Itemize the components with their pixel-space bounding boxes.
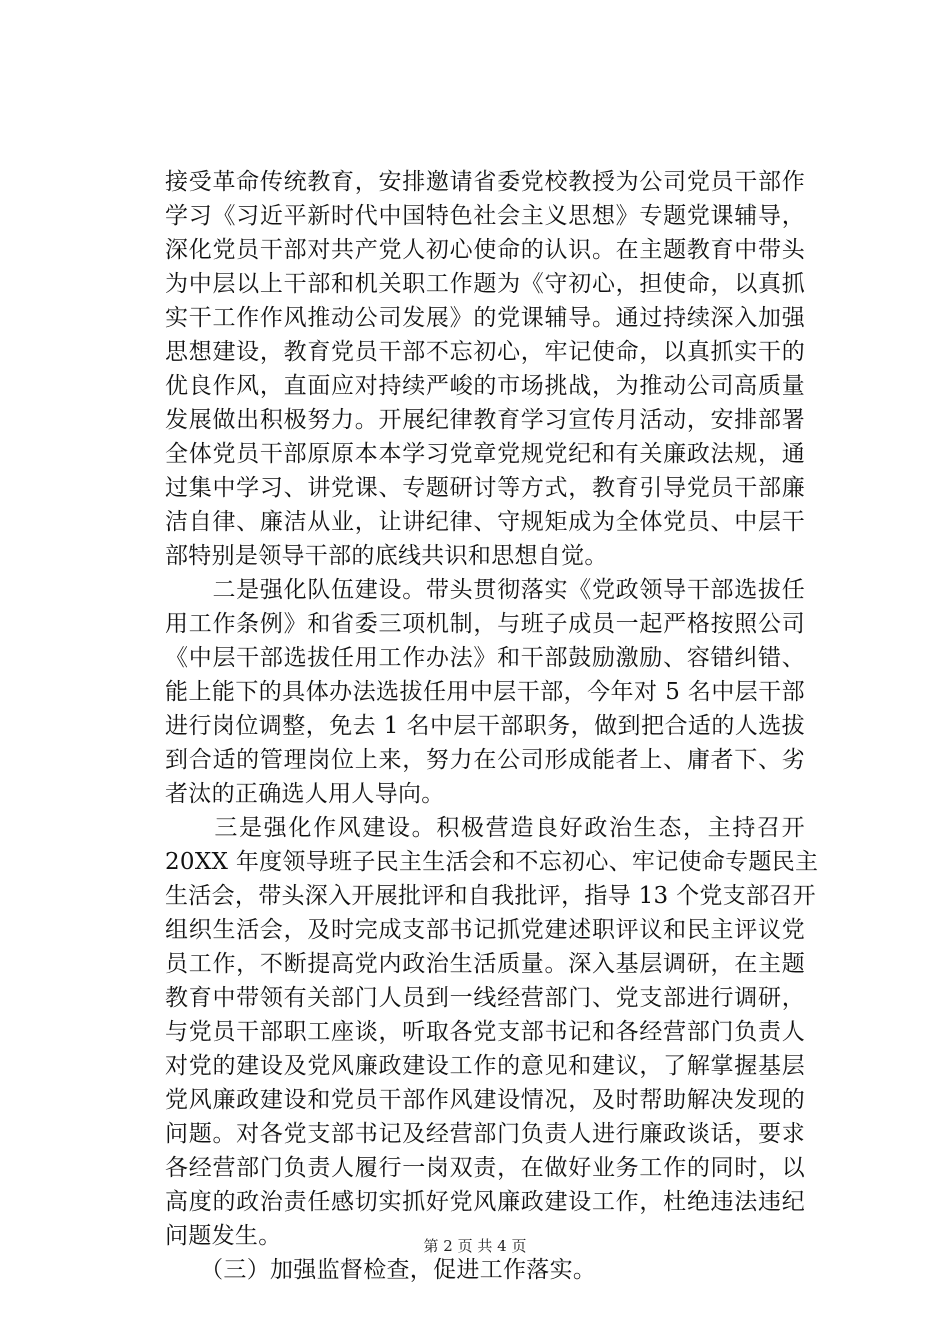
- text-line: 洁自律、廉洁从业，让讲纪律、守规矩成为全体党员、中层干: [165, 509, 805, 535]
- text-line: 发展做出积极努力。开展纪律教育学习宣传月活动，安排部署: [165, 407, 805, 433]
- text-line: 者汰的正确选人用人导向。: [165, 781, 445, 807]
- text-line: 各经营部门负责人履行一岗双责，在做好业务工作的同时，以: [165, 1155, 805, 1181]
- text-line: 问题发生。: [165, 1223, 282, 1249]
- text-line: 《中层干部选拔任用工作办法》和干部鼓励激励、容错纠错、: [165, 645, 805, 671]
- text-line: 高度的政治责任感切实抓好党风廉政建设工作，杜绝违法违纪: [165, 1189, 805, 1215]
- text-line: 三是强化作风建设。积极营造良好政治生态，主持召开: [165, 815, 805, 841]
- text-line: 全体党员干部原原本本学习党章党规党纪和有关廉政法规，通: [165, 441, 805, 467]
- text-line: 能上能下的具体办法选拔任用中层干部，今年对 5 名中层干部: [165, 679, 805, 705]
- text-line: 进行岗位调整，免去 1 名中层干部职务，做到把合适的人选拔: [165, 713, 805, 739]
- section-heading: （三）加强监督检查，促进工作落实。: [165, 1257, 597, 1283]
- paragraph-education: [165, 165, 805, 573]
- text-line: 思想建设，教育党员干部不忘初心，牢记使命，以真抓实干的: [165, 339, 805, 365]
- text-line: 用工作条例》和省委三项机制，与班子成员一起严格按照公司: [165, 611, 805, 637]
- paragraph-work-style: [165, 811, 819, 1253]
- text-line: 到合适的管理岗位上来，努力在公司形成能者上、庸者下、劣: [165, 747, 805, 773]
- text-line: 教育中带领有关部门人员到一线经营部门、党支部进行调研，: [165, 985, 805, 1011]
- text-line: 为中层以上干部和机关职工作题为《守初心，担使命，以真抓: [165, 271, 805, 297]
- text-line: 员工作，不断提高党内政治生活质量。深入基层调研，在主题: [165, 951, 805, 977]
- text-line: 实干工作作风推动公司发展》的党课辅导。通过持续深入加强: [165, 305, 805, 331]
- text-line: 接受革命传统教育，安排邀请省委党校教授为公司党员干部作: [165, 169, 805, 195]
- text-line: 二是强化队伍建设。带头贯彻落实《党政领导干部选拔任: [165, 577, 805, 603]
- page-number: 第 2 页 共 4 页: [423, 1237, 527, 1255]
- text-line: 过集中学习、讲党课、专题研讨等方式，教育引导党员干部廉: [165, 475, 805, 501]
- paragraph-team-building: [165, 573, 805, 811]
- text-line: 组织生活会，及时完成支部书记抓党建述职评议和民主评议党: [165, 917, 805, 943]
- text-line: 20XX 年度领导班子民主生活会和不忘初心、牢记使命专题民主: [165, 849, 819, 875]
- text-line: 对党的建设及党风廉政建设工作的意见和建议，了解掌握基层: [165, 1053, 805, 1079]
- section-heading-supervision: [165, 1253, 805, 1287]
- text-line: 优良作风，直面应对持续严峻的市场挑战，为推动公司高质量: [165, 373, 805, 399]
- text-line: 深化党员干部对共产党人初心使命的认识。在主题教育中带头: [165, 237, 805, 263]
- page-footer: [0, 1236, 950, 1256]
- text-line: 与党员干部职工座谈，听取各党支部书记和各经营部门负责人: [165, 1019, 805, 1045]
- text-line: 部特别是领导干部的底线共识和思想自觉。: [165, 543, 608, 569]
- text-line: 学习《习近平新时代中国特色社会主义思想》专题党课辅导，: [165, 203, 805, 229]
- text-line: 党风廉政建设和党员干部作风建设情况，及时帮助解决发现的: [165, 1087, 805, 1113]
- text-line: 问题。对各党支部书记及经营部门负责人进行廉政谈话，要求: [165, 1121, 805, 1147]
- text-line: 生活会，带头深入开展批评和自我批评，指导 13 个党支部召开: [165, 883, 816, 909]
- document-body: [165, 165, 819, 1287]
